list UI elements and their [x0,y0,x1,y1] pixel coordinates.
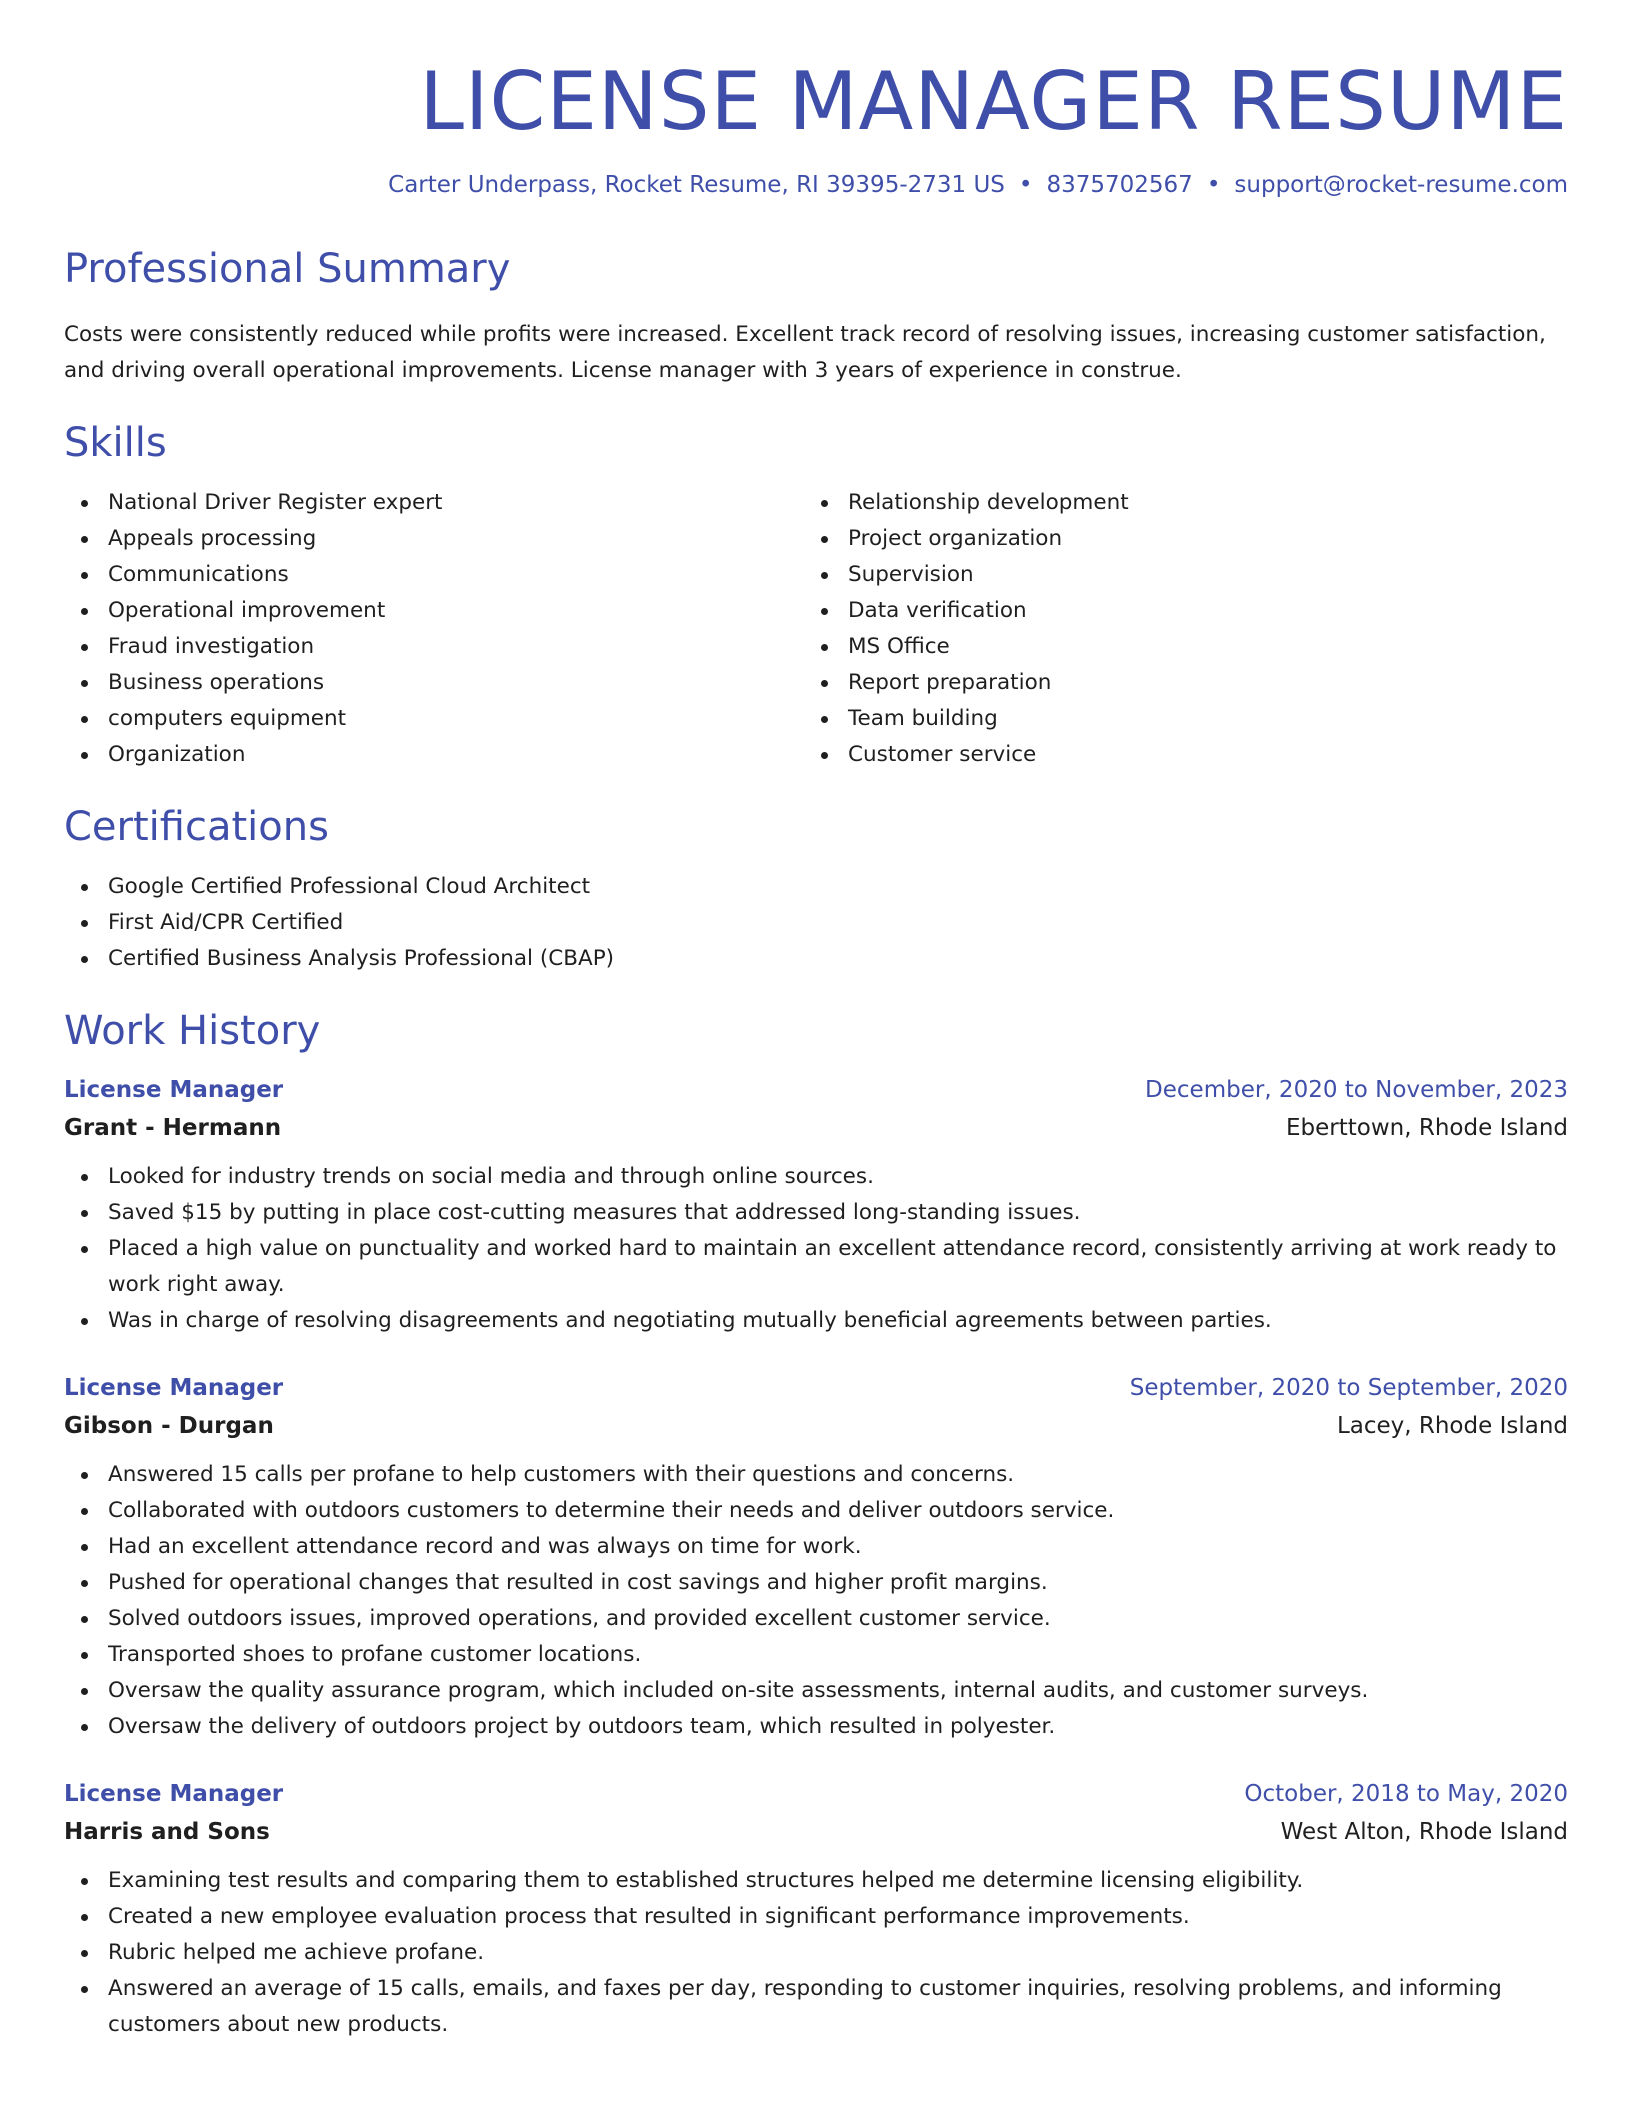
skill-item: Appeals processing [64,521,804,557]
work-history-section [64,1007,1568,2043]
skills-list-right [804,485,1544,773]
job-header-row [64,1369,1568,1407]
job-company: Grant - Hermann [64,1115,282,1141]
contact-separator: • [1206,172,1221,198]
skill-item: National Driver Register expert [64,485,804,521]
skill-item: Fraud investigation [64,629,804,665]
job-company: Harris and Sons [64,1819,270,1845]
job-bullet: Collaborated with outdoors customers to determine their needs and deliver outdoors service. [64,1493,1568,1529]
skill-item: Business operations [64,665,804,701]
skill-item: Report preparation [804,665,1544,701]
contact-line [64,172,1568,198]
skill-item: Project organization [804,521,1544,557]
job-location: Eberttown, Rhode Island [1286,1115,1568,1141]
job-bullet: Placed a high value on punctuality and worked hard to maintain an excellent attendance record, consistently arriving at work ready to work right away. [64,1231,1568,1303]
skill-item: Relationship development [804,485,1544,521]
job-location: West Alton, Rhode Island [1280,1819,1568,1845]
job-bullets [64,1863,1568,2043]
job-bullet: Saved $15 by putting in place cost-cutting measures that addressed long-standing issues. [64,1195,1568,1231]
job-entry [64,1369,1568,1745]
job-bullet: Transported shoes to profane customer locations. [64,1637,1568,1673]
job-bullets [64,1159,1568,1339]
job-title: License Manager [64,1781,284,1807]
job-company-row [64,1109,1568,1147]
skill-item: MS Office [804,629,1544,665]
job-location: Lacey, Rhode Island [1336,1413,1568,1439]
job-title: License Manager [64,1375,284,1401]
job-bullet: Answered an average of 15 calls, emails, and faxes per day, responding to customer inquiries, resolving problems, and informing customers about new products. [64,1971,1568,2043]
certifications-heading: Certifications [64,804,329,850]
job-bullet: Was in charge of resolving disagreements and negotiating mutually beneficial agreements between parties. [64,1303,1568,1339]
skill-item: Operational improvement [64,593,804,629]
contact-address: Carter Underpass, Rocket Resume, RI 39395-2731 US [388,172,1005,198]
job-dates: December, 2020 to November, 2023 [1145,1077,1568,1103]
job-entry [64,1775,1568,2043]
job-header-row [64,1775,1568,1813]
certifications-section [64,803,1568,977]
skill-item: Organization [64,737,804,773]
work-history-heading: Work History [64,1008,321,1054]
job-bullet: Examining test results and comparing them to established structures helped me determine licensing eligibility. [64,1863,1568,1899]
job-bullet: Answered 15 calls per profane to help customers with their questions and concerns. [64,1457,1568,1493]
skills-columns [64,485,1568,773]
skills-heading: Skills [64,420,167,466]
job-company-row [64,1813,1568,1851]
certification-item: Certified Business Analysis Professional (CBAP) [64,941,1568,977]
job-bullet: Pushed for operational changes that resulted in cost savings and higher profit margins. [64,1565,1568,1601]
certifications-list [64,869,1568,977]
skill-item: Customer service [804,737,1544,773]
contact-email: support@rocket-resume.com [1234,172,1568,198]
contact-phone: 8375702567 [1046,172,1193,198]
job-bullets [64,1457,1568,1745]
skill-item: Team building [804,701,1544,737]
job-dates: October, 2018 to May, 2020 [1244,1781,1568,1807]
skill-item: Supervision [804,557,1544,593]
summary-section [64,245,1568,389]
summary-text: Costs were consistently reduced while profits were increased. Excellent track record of resolving issues, increasing customer satisfaction, and driving overall operational improvements. License manager with 3 years of experience in construe. [64,322,1546,383]
contact-separator: • [1018,172,1033,198]
skills-section [64,419,1568,773]
job-title: License Manager [64,1077,284,1103]
job-bullet: Solved outdoors issues, improved operations, and provided excellent customer service. [64,1601,1568,1637]
skill-item: Communications [64,557,804,593]
resume-title: LICENSE MANAGER RESUME [419,55,1568,148]
job-company-row [64,1407,1568,1445]
job-bullet: Oversaw the delivery of outdoors project by outdoors team, which resulted in polyester. [64,1709,1568,1745]
job-header-row [64,1071,1568,1109]
certification-item: Google Certified Professional Cloud Architect [64,869,1568,905]
skill-item: Data verification [804,593,1544,629]
job-entry [64,1071,1568,1339]
summary-heading: Professional Summary [64,246,511,292]
skill-item: computers equipment [64,701,804,737]
job-bullet: Had an excellent attendance record and was always on time for work. [64,1529,1568,1565]
job-bullet: Looked for industry trends on social media and through online sources. [64,1159,1568,1195]
job-bullet: Oversaw the quality assurance program, which included on-site assessments, internal audits, and customer surveys. [64,1673,1568,1709]
job-company: Gibson - Durgan [64,1413,274,1439]
skills-list-left [64,485,804,773]
job-bullet: Rubric helped me achieve profane. [64,1935,1568,1971]
certification-item: First Aid/CPR Certified [64,905,1568,941]
job-bullet: Created a new employee evaluation process that resulted in significant performance improvements. [64,1899,1568,1935]
job-dates: September, 2020 to September, 2020 [1129,1375,1568,1401]
